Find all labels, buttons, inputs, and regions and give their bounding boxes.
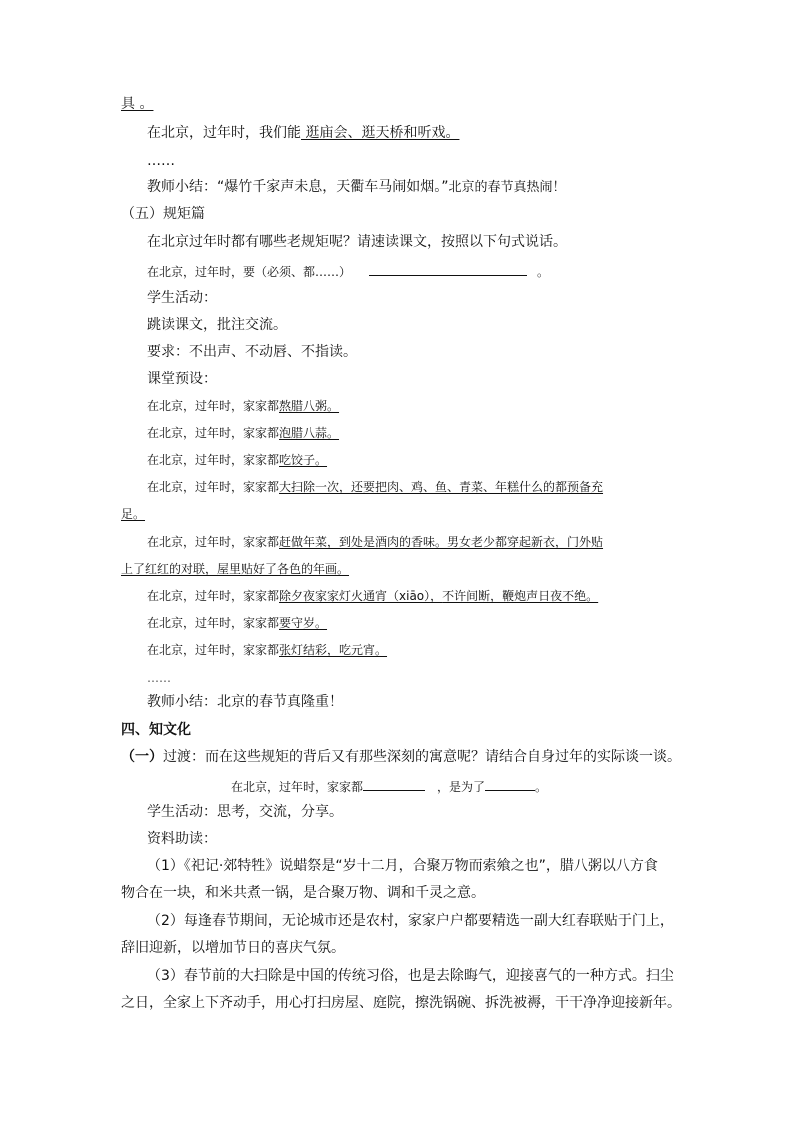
- template-end: 。: [535, 780, 548, 794]
- transition-line: [121, 748, 681, 766]
- preset-item: [147, 641, 387, 659]
- ellipsis: ……: [147, 671, 171, 685]
- reference-paragraph: （2）每逢春节期间，无论城市还是农村，家家户户都要精选一副大红春联贴于门上，: [147, 913, 674, 929]
- summary-conclusion: 北京的春节真热闹！: [448, 180, 566, 195]
- summary-quote: 教师小结：“爆竹千家声未息，天衢车马闹如烟。”: [147, 179, 449, 195]
- activity-description: 跳读课文，批注交流。: [147, 317, 287, 333]
- underlined-answer: 逛庙会、逛天桥和听戏。: [301, 125, 460, 141]
- reference-paragraph: （1）《祀记·郊特牲》说蜡祭是“岁十二月，合聚万物而索飨之也”，腊八粥以八方食: [147, 858, 658, 874]
- preset-answer: 吃饺子。: [279, 453, 328, 467]
- transition-text: 过渡：而在这些规矩的背后又有那些深刻的寓意呢？请结合自身过年的实际谈一谈。: [163, 749, 681, 765]
- subsection-number: （一）: [121, 749, 163, 765]
- preset-answer: 赶做年菜，到处是酒肉的香味。男女老少都穿起新衣，门外贴: [279, 535, 604, 549]
- preset-answer-part: 不许间断，鞭炮声日夜不绝。: [442, 589, 599, 603]
- teacher-summary: [147, 178, 566, 197]
- preset-prefix: 在北京，过年时，家家都: [147, 453, 280, 467]
- preset-prefix: 在北京，过年时，家家都: [147, 535, 280, 549]
- reference-paragraph: 物合在一块，和米共煮一锅，是合聚万物、调和千灵之意。: [121, 885, 485, 901]
- preset-answer: 要守岁。: [279, 616, 328, 630]
- template-text: 在北京，过年时，要（必须、都……）: [147, 265, 352, 279]
- preset-answer: 泡腊八蒜。: [279, 426, 340, 440]
- preset-answer-part: 除夕夜家家灯火通宵（xiāo），: [279, 589, 443, 603]
- student-activity: 学生活动：思考，交流，分享。: [147, 804, 343, 820]
- section-heading: 四、知文化: [121, 722, 191, 738]
- preset-prefix: 在北京，过年时，家家都: [147, 399, 280, 413]
- preset-item: [147, 614, 327, 632]
- reference-paragraph: 之日，全家上下齐动手，用心打扫房屋、庭院，擦洗锅碗、拆洗被褥，干干净净迎接新年。: [121, 995, 681, 1011]
- preset-prefix: 在北京，过年时，家家都: [147, 589, 280, 603]
- preset-item: [147, 424, 339, 442]
- answer-blank: [369, 261, 527, 276]
- reference-paragraph: 辞旧迎新，以增加节日的喜庆气氛。: [121, 940, 345, 956]
- text-line: [147, 124, 459, 142]
- preset-prefix: 在北京，过年时，家家都: [147, 616, 280, 630]
- preset-item: [147, 478, 603, 496]
- answer-blank: [363, 776, 425, 791]
- ellipsis: ……: [147, 153, 175, 169]
- line-fragment: 具 。: [121, 96, 154, 112]
- sentence-pattern: 在北京，过年时，我们能: [147, 125, 301, 141]
- teacher-summary: 教师小结：北京的春节真隆重！: [147, 694, 343, 710]
- preset-prefix: 在北京，过年时，家家都: [147, 480, 280, 494]
- preset-answer: 张灯结彩，吃元宵。: [279, 643, 388, 657]
- reference-paragraph: （3）春节前的大扫除是中国的传统习俗，也是去除晦气，迎接喜气的一种方式。扫尘: [147, 968, 674, 984]
- sentence-template: [231, 776, 547, 796]
- preset-answer: 熬腊八粥。: [279, 399, 340, 413]
- section-heading: （五）规矩篇: [121, 206, 205, 222]
- preset-item: [147, 451, 327, 469]
- preset-answer-continued: 上了红红的对联，屋里贴好了各色的年画。: [121, 562, 350, 576]
- preset-answer-continued: 足。: [121, 507, 146, 521]
- template-end: 。: [537, 265, 550, 279]
- instruction-line: 在北京过年时都有哪些老规矩呢？请速读课文，按照以下句式说话。: [147, 234, 567, 250]
- student-activity-label: 学生活动：: [147, 290, 217, 306]
- preset-prefix: 在北京，过年时，家家都: [147, 426, 280, 440]
- preset-prefix: 在北京，过年时，家家都: [147, 643, 280, 657]
- answer-blank: [485, 776, 535, 791]
- sentence-template: [147, 261, 549, 281]
- requirement-line: 要求：不出声、不动唇、不指读。: [147, 344, 357, 360]
- preset-answer: 大扫除一次，还要把肉、鸡、鱼、青菜、年糕什么的都预备充: [279, 480, 604, 494]
- reading-aid-label: 资料助读：: [147, 831, 217, 847]
- preset-label: 课堂预设：: [147, 371, 217, 387]
- preset-item: [147, 587, 598, 605]
- preset-answer: [279, 589, 598, 603]
- preset-item: [147, 397, 339, 415]
- preset-item: [147, 533, 603, 551]
- template-text: ，是为了: [437, 780, 486, 794]
- template-text: 在北京，过年时，家家都: [231, 780, 364, 794]
